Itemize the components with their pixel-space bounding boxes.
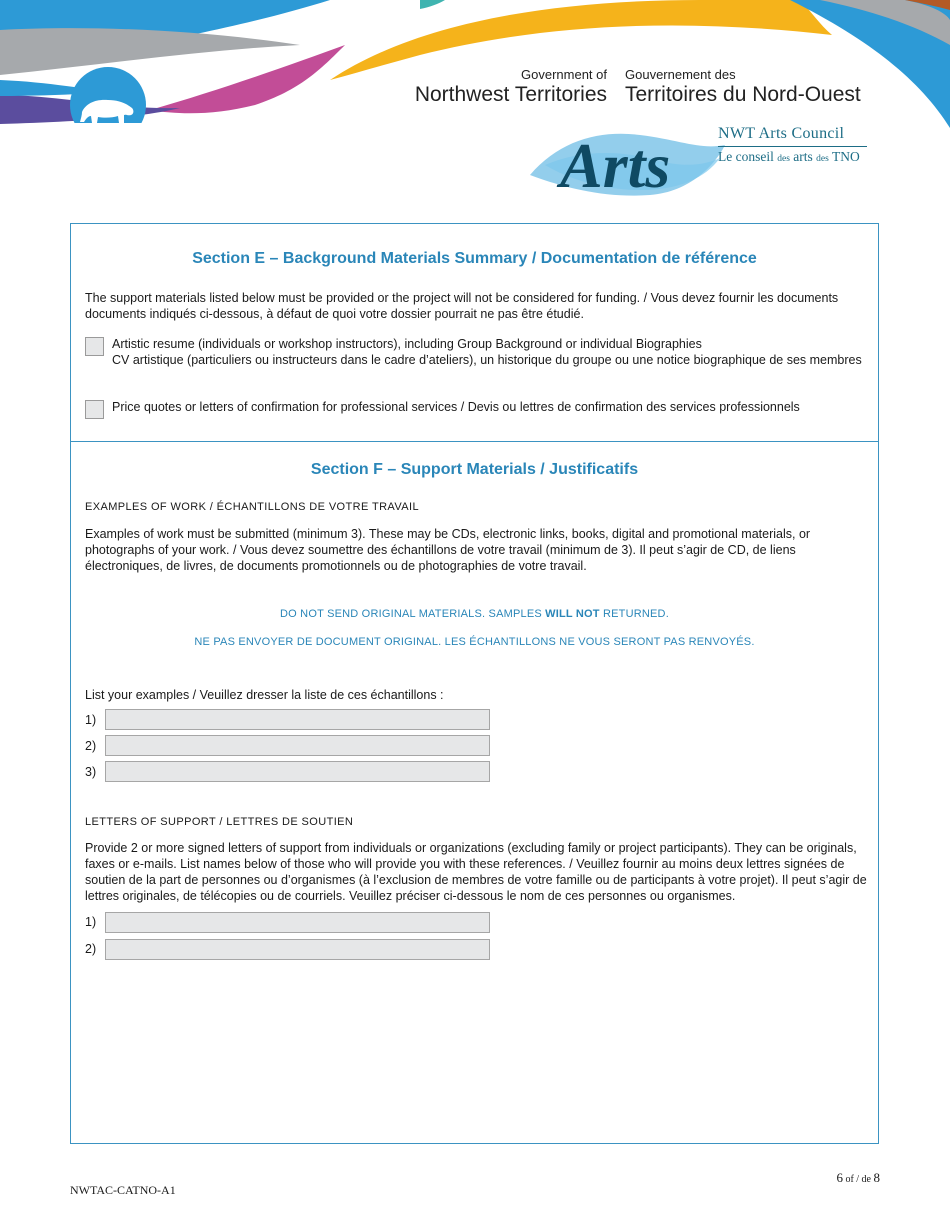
section-e-intro: The support materials listed below must be provided or the project will not be considered for funding. / Vous devez fournir les documents documents indiqués ci-dessous, à défaut de quoi votre dossier pourrait ne pas être étudié.	[85, 291, 839, 321]
resume-label-en: Artistic resume (individuals or workshop instructors), including Group Background or individual Biographies	[112, 337, 702, 351]
council-divider	[718, 146, 867, 147]
example-number: 1)	[85, 713, 97, 727]
gov-en-small: Government of	[521, 67, 607, 82]
page-number: 6 of / de 8	[836, 1170, 880, 1185]
letter-number: 2)	[85, 942, 97, 956]
government-name-english	[415, 67, 607, 107]
letters-heading: LETTERS OF SUPPORT / LETTRES DE SOUTIEN	[85, 816, 354, 828]
section-divider	[71, 441, 878, 442]
swoosh-gray	[0, 28, 300, 75]
letters-description: Provide 2 or more signed letters of support from individuals or organizations (excluding family or project participants). They can be originals, faxes or e-mails. List names below of those who will provide you with these references. / Veuillez fournir au moins deux lettres signées de soutien de la part de personnes ou d’organismes (à l’exclusion de membres de votre famille ou de participants à votre projet). Il peut s’agir de lettres originales, de télécopies ou de courriels. Veuillez préciser ci-dessous le nom de ces personnes ou organismes.	[85, 841, 867, 903]
letter-1-input[interactable]	[105, 912, 490, 933]
example-number: 3)	[85, 765, 97, 779]
notice-english: DO NOT SEND ORIGINAL MATERIALS. SAMPLES WILL NOT RETURNED.	[280, 608, 669, 620]
letter-2-input[interactable]	[105, 939, 490, 960]
example-2-input[interactable]	[105, 735, 490, 756]
resume-label-fr: CV artistique (particuliers ou instructeurs dans le cadre d’ateliers), un historique du groupe ou une notice biographique de ses membres	[112, 353, 862, 367]
price-quotes-checkbox[interactable]	[85, 400, 104, 419]
resume-label	[112, 336, 862, 368]
form-code: NWTAC-CATNO-A1	[70, 1183, 176, 1197]
gov-fr-big: Territoires du Nord-Ouest	[625, 83, 861, 106]
form-container	[70, 223, 879, 1144]
header-banner	[0, 0, 950, 215]
arts-council-logo	[530, 130, 725, 201]
section-f-title: Section F – Support Materials / Justificatifs	[310, 461, 639, 478]
council-name-french: Le conseil des arts des TNO	[718, 149, 860, 164]
notice-french: NE PAS ENVOYER DE DOCUMENT ORIGINAL. LES ÉCHANTILLONS NE VOUS SERONT PAS RENVOYÉS.	[194, 636, 755, 648]
arts-logo-wordmark: Arts	[560, 130, 671, 201]
examples-heading: EXAMPLES OF WORK / ÉCHANTILLONS DE VOTRE TRAVAIL	[85, 501, 419, 513]
resume-checkbox[interactable]	[85, 337, 104, 356]
swoosh-teal	[420, 0, 445, 9]
swoosh-magenta	[150, 45, 345, 113]
council-name-english: NWT Arts Council	[718, 125, 845, 142]
letter-number: 1)	[85, 915, 97, 929]
gov-fr-small: Gouvernement des	[625, 67, 736, 82]
examples-list-prompt: List your examples / Veuillez dresser la liste de ces échantillons :	[85, 688, 444, 702]
price-quotes-label: Price quotes or letters of confirmation for professional services / Devis ou lettres de confirmation des services professionnels	[112, 400, 800, 414]
example-3-input[interactable]	[105, 761, 490, 782]
section-e-title: Section E – Background Materials Summary / Documentation de référence	[192, 250, 757, 267]
examples-description: Examples of work must be submitted (minimum 3). These may be CDs, electronic links, books, digital and promotional materials, or photographs of your work. / Vous devez soumettre des échantillons de votre travail (minimum de 3). Il peut s’agir de CD, de liens électroniques, de livres, de documents promotionnels ou de photographies de votre travail.	[85, 527, 811, 573]
example-number: 2)	[85, 739, 97, 753]
gov-en-big: Northwest Territories	[414, 83, 607, 106]
government-name-french	[625, 67, 861, 107]
example-1-input[interactable]	[105, 709, 490, 730]
